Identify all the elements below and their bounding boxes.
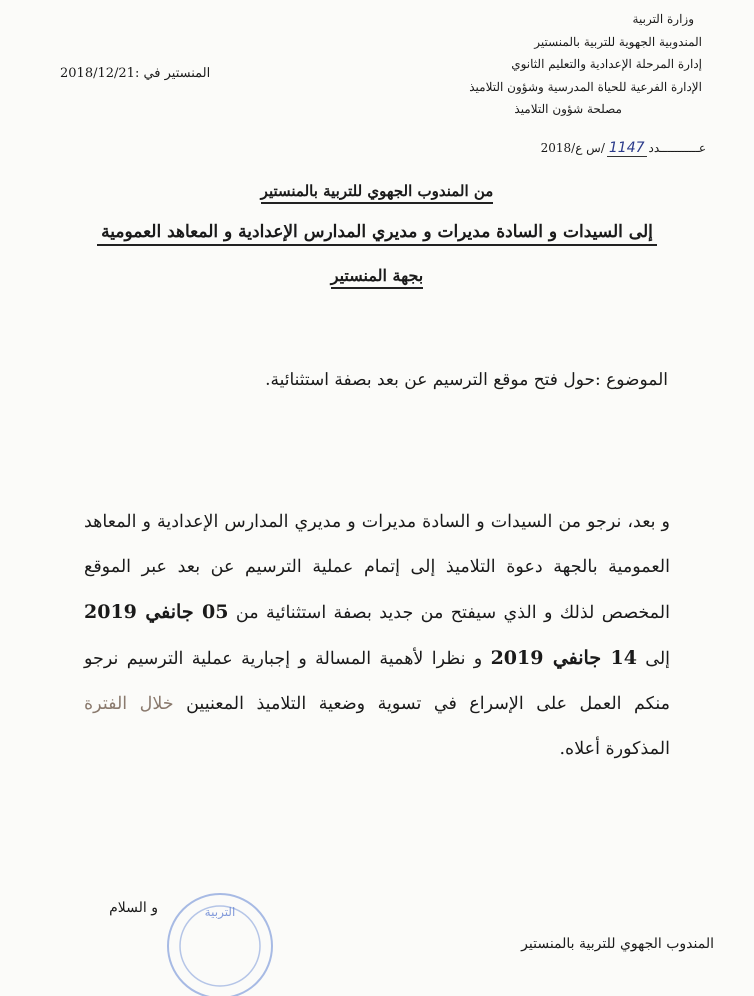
body-part-faded: خلال الفترة xyxy=(84,694,174,714)
date-to: 14 جانفي 2019 xyxy=(490,647,637,669)
header-line-directorate: إدارة المرحلة الإعدادية والتعليم الثانوي xyxy=(511,57,702,71)
header-line-service: مصلحة شؤون التلاميذ xyxy=(514,102,622,116)
header-line-delegation: المندوبية الجهوية للتربية بالمنستير xyxy=(534,34,702,49)
recipient-text: إلى السيدات و السادة مديرات و مديري المدارس الإعدادية و المعاهد العمومية xyxy=(97,222,657,246)
subject-line: الموضوع :حول فتح موقع الترسيم عن بعد بصفة استثنائية. xyxy=(265,370,668,390)
body-part-3: و نظرا لأهمية المسالة و إجبارية عملية الترسيم نرجو منكم العمل على الإسراع في تسوية وضعية التلاميذ المعنيين xyxy=(84,649,670,714)
body-paragraph xyxy=(84,500,670,772)
sender-text: من المندوب الجهوي للتربية بالمنستير xyxy=(261,182,494,204)
letter-body xyxy=(84,500,670,772)
header-line-subdirectorate: الإدارة الفرعية للحياة المدرسية وشؤون التلاميذ xyxy=(469,79,702,94)
body-part-1: و بعد، نرجو من السيدات و السادة مديرات و مديري المدارس الإعدادية و المعاهد العمومية بالجهة دعوة التلاميذ إلى إتمام عملية الترسيم عن بعد عبر الموقع المخصص لذلك و الذي سيفتح من جديد بصفة استثنائية من xyxy=(84,512,670,623)
stamp-text: التربية xyxy=(204,905,236,919)
region-text: بجهة المنستير xyxy=(331,266,423,289)
official-stamp-icon xyxy=(160,886,280,996)
date-from: 05 جانفي 2019 xyxy=(84,601,229,623)
recipient-line xyxy=(0,222,754,246)
header-line-ministry: وزارة التربية xyxy=(632,12,694,26)
ref-handwritten-number: 1147 xyxy=(608,140,645,156)
ref-suffix: /س ع/2018 xyxy=(540,141,605,155)
signature-title: المندوب الجهوي للتربية بالمنستير xyxy=(521,936,714,952)
body-part-2: إلى xyxy=(636,649,671,669)
region-line xyxy=(0,266,754,285)
ref-prefix: عـــــــــــدد xyxy=(648,141,706,155)
sender-line xyxy=(0,182,754,200)
ministry-header xyxy=(402,8,702,121)
closing-salutation: و السلام xyxy=(109,900,158,916)
document-date: المنستير في :2018/12/21 xyxy=(60,66,211,81)
reference-number xyxy=(541,140,706,157)
body-part-5: المذكورة أعلاه. xyxy=(559,739,670,759)
